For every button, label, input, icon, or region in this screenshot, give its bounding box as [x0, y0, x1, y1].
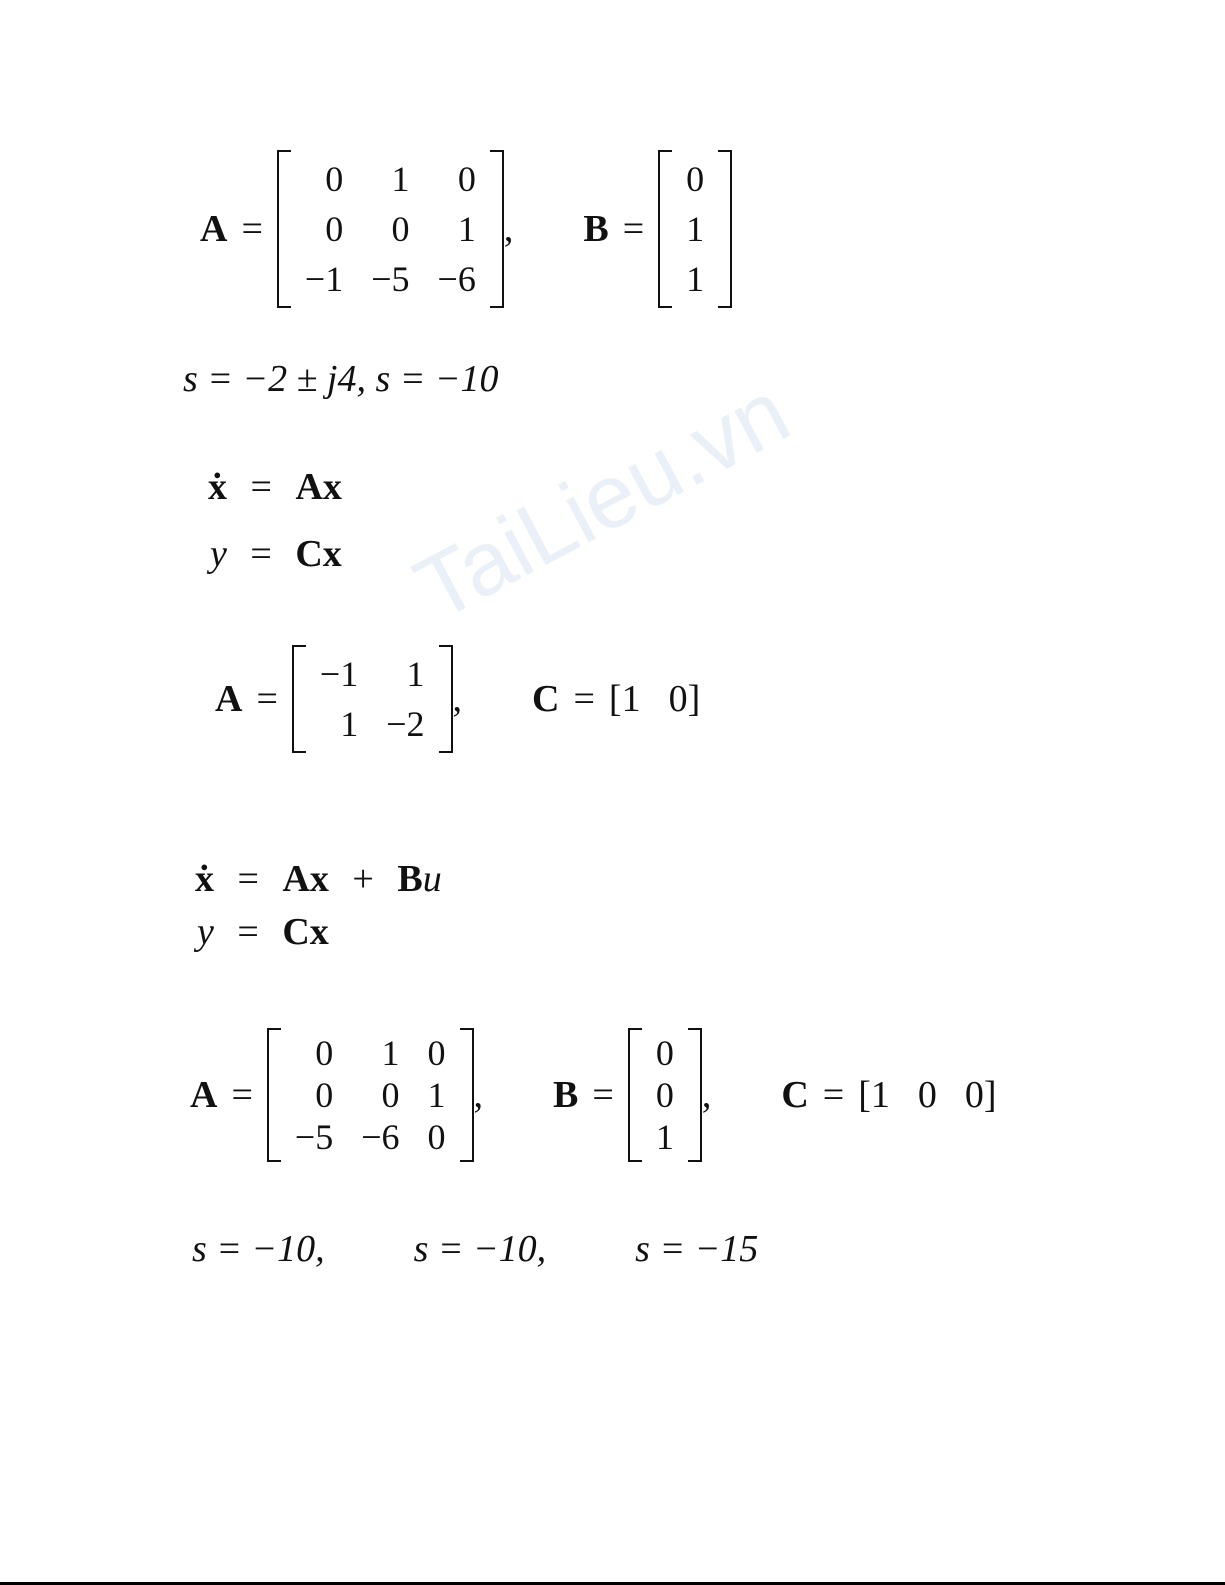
poles-1: s = −2 ± j4, s = −10 [183, 358, 499, 400]
matrix-b-label: B [583, 208, 609, 250]
matrix-c2: [1 0] [608, 678, 701, 720]
matrix-b: 0 1 1 [658, 150, 732, 308]
matrix-a: 0 1 0 0 0 1 −1 −5 −6 [277, 150, 504, 308]
matrix-b3: 0 0 1 [628, 1028, 702, 1162]
watermark-logo: TaiLieu.vn [400, 361, 805, 641]
matrix-b3-label: B [553, 1074, 579, 1116]
equation-3: A = 0 1 0 0 0 1 −5 −6 0 , B = 0 0 1 , C = [1 0 0] [190, 1028, 997, 1162]
matrix-a2: −1 1 1 −2 [292, 645, 453, 753]
poles-2: s = −10, s = −10, s = −15 [192, 1228, 759, 1270]
matrix-a2-label: A [215, 678, 243, 720]
matrix-a3: 0 1 0 0 0 1 −5 −6 0 [267, 1028, 474, 1162]
matrix-a3-label: A [190, 1074, 218, 1116]
equation-1: A = 0 1 0 0 0 1 −1 −5 −6 , B = 0 1 1 [200, 150, 732, 308]
system-1-line-2: y = Cx [210, 533, 342, 575]
matrix-c2-label: C [532, 678, 560, 720]
matrix-c3: [1 0 0] [858, 1074, 997, 1116]
equation-2: A = −1 1 1 −2 , C = [1 0] [215, 645, 700, 753]
system-1-line-1: ẋ = Ax [208, 466, 342, 508]
system-2-line-2: y = Cx [197, 911, 329, 953]
matrix-c3-label: C [781, 1074, 809, 1116]
matrix-a-label: A [200, 208, 228, 250]
system-2-line-1: ẋ = Ax + Bu [195, 858, 442, 900]
